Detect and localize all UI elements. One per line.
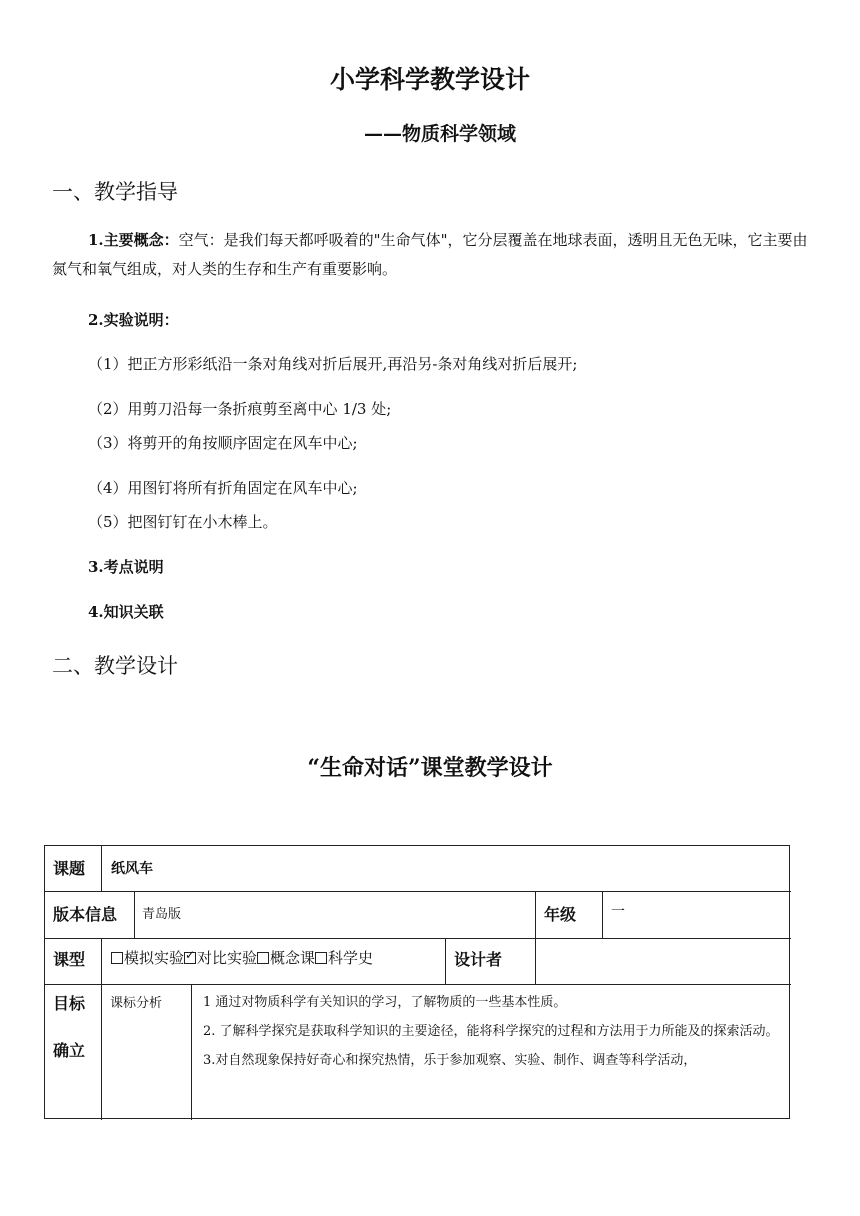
main-concept-paragraph: [52, 226, 812, 284]
standard-analysis-label: 课标分析: [110, 996, 163, 1011]
version-label: 版本信息: [53, 905, 118, 924]
table-col-divider: [535, 938, 536, 984]
table-col-divider: [445, 938, 446, 984]
page-title: 小学科学教学设计: [329, 65, 530, 94]
table-col-divider: [602, 891, 603, 938]
type-option-simulation[interactable]: [111, 949, 184, 967]
section-heading-teaching-guidance: 一、教学指导: [52, 180, 178, 204]
experiment-step: （3）将剪开的角按顺序固定在风车中心;: [88, 434, 358, 452]
goal-item: 3.对自然现象保持好奇心和探究热情，乐于参加观察、实验、制作、调查等科学活动，: [203, 1053, 697, 1068]
knowledge-link-label: 4.知识关联: [88, 603, 164, 621]
goal-label-line1: 目标: [53, 994, 86, 1013]
grade-label: 年级: [544, 905, 577, 924]
version-value: 青岛版: [142, 907, 182, 922]
table-col-divider: [101, 846, 102, 891]
checked-checkbox-icon[interactable]: [184, 952, 196, 964]
main-concept-label: 1.主要概念：: [88, 231, 179, 249]
experiment-step: （4）用图钉将所有折角固定在风车中心;: [88, 479, 358, 497]
lesson-design-title: “生命对话”课堂教学设计: [307, 755, 553, 781]
type-option-label: 科学史: [328, 949, 374, 967]
topic-value: 纸风车: [111, 861, 153, 877]
table-col-divider: [191, 984, 192, 1120]
type-option-label: 模拟实验: [124, 949, 185, 967]
lesson-type-options: [111, 947, 373, 968]
table-row-divider: [45, 891, 791, 892]
table-col-divider: [535, 891, 536, 938]
table-col-divider: [101, 938, 102, 984]
topic-label: 课题: [53, 859, 86, 878]
experiment-step: （5）把图钉钉在小木棒上。: [88, 513, 278, 531]
type-option-history[interactable]: [315, 949, 373, 967]
main-concept-text: 空气：是我们每天都呼吸着的"生命气体"，它分层覆盖在地球表面，透明且无色无味，它主要由氮气和氧气组成，对人类的生存和生产有重要影响。: [52, 231, 808, 278]
checkbox-icon[interactable]: [315, 952, 327, 964]
designer-label: 设计者: [454, 950, 503, 969]
table-col-divider: [101, 984, 102, 1120]
lesson-type-label: 课型: [53, 950, 86, 969]
goal-label-line2: 确立: [53, 1041, 86, 1060]
type-option-comparison[interactable]: [184, 949, 257, 967]
checkbox-icon[interactable]: [111, 952, 123, 964]
section-heading-teaching-design: 二、教学设计: [52, 654, 178, 678]
grade-value: 一: [611, 904, 625, 920]
goal-item: 1 通过对物质科学有关知识的学习，了解物质的一些基本性质。: [203, 995, 567, 1010]
experiment-step: （2）用剪刀沿每一条折痕剪至离中心 1/3 处;: [88, 400, 392, 418]
table-row-divider: [45, 984, 791, 985]
type-option-label: 概念课: [270, 949, 316, 967]
experiment-step: （1）把正方形彩纸沿一条对角线对折后展开,再沿另-条对角线对折后展开;: [88, 355, 578, 373]
type-option-label: 对比实验: [197, 949, 258, 967]
table-row-divider: [45, 938, 791, 939]
experiment-label: 2.实验说明：: [88, 311, 179, 329]
lesson-info-table: [44, 845, 790, 1119]
goal-item: 2. 了解科学探究是获取科学知识的主要途径，能将科学探究的过程和方法用于力所能及的探索活动。: [203, 1024, 779, 1039]
checkbox-icon[interactable]: [257, 952, 269, 964]
table-col-divider: [134, 891, 135, 938]
exam-points-label: 3.考点说明: [88, 558, 164, 576]
type-option-concept[interactable]: [257, 949, 315, 967]
goals-list: [203, 988, 788, 1075]
page-subtitle: ——物质科学领域: [363, 123, 516, 145]
